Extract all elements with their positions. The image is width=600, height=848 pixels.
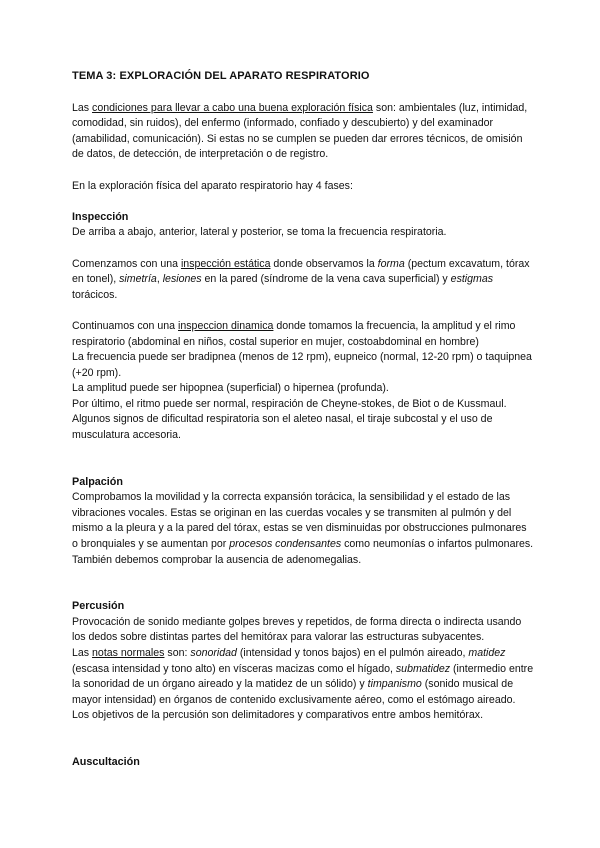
text-span: (escasa intensidad y tono alto) en vísceras macizas como el hígado, — [72, 662, 396, 675]
objetivos-paragraph: Los objetivos de la percusión son delimitadores y comparativos entre ambos hemitórax. — [72, 709, 484, 722]
text-span: , — [156, 273, 163, 286]
italic-term: submatidez — [395, 662, 451, 675]
italic-term: simetría — [119, 273, 157, 286]
text-span: como neumonías o infartos pulmonares. — [341, 538, 534, 551]
text-span: son: — [164, 647, 191, 659]
italic-term: procesos condensantes — [229, 538, 342, 551]
text-span: Las — [72, 647, 93, 659]
text-span: torácicos. — [72, 288, 118, 301]
intro-text-1: Las — [72, 101, 93, 114]
italic-term: matidez — [468, 647, 506, 659]
adenomegalias-paragraph: También debemos comprobar la ausencia de adenomegalias. — [72, 553, 362, 566]
text-span: Comenzamos con una — [72, 257, 181, 270]
inspeccion-dinamica-paragraph — [72, 319, 534, 350]
page-title: TEMA 3: EXPLORACIÓN DEL APARATO RESPIRATORIO — [72, 70, 370, 82]
text-span: Continuamos con una — [72, 319, 179, 332]
document-content — [72, 69, 534, 771]
text-span: en la pared (síndrome de la vena cava superficial) y — [201, 273, 451, 286]
intro-underlined-text: condiciones para llevar a cabo una buena exploración física — [92, 101, 373, 114]
amplitud-paragraph: La amplitud puede ser hipopnea (superficial) o hipernea (profunda). — [72, 382, 389, 395]
notas-paragraph — [72, 646, 534, 708]
percusion-intro: Provocación de sonido mediante golpes breves y repetidos, de forma directa o indirecta usando los dedos sobre distintas partes del hemitórax para valorar las estructuras subyacentes. — [72, 615, 522, 644]
text-span: donde tomamos la frecuencia, la amplitud y el rimo respiratorio (abdominal en niños, costal superior en mujer, costoabdominal en hombre) — [72, 319, 516, 348]
text-span: (intermedio entre la sonoridad de un órgano aireado y la matidez de un sólido) y — [72, 662, 534, 691]
italic-term: timpanismo — [367, 678, 422, 691]
italic-term: lesiones — [162, 273, 202, 286]
text-span: donde observamos la — [270, 257, 378, 270]
text-span: (pectum excavatum, tórax en tonel), — [72, 257, 530, 286]
inspeccion-estatica-paragraph — [72, 257, 534, 304]
underlined-term: inspeccion dinamica — [178, 319, 274, 332]
heading-auscultacion: Auscultación — [72, 755, 140, 768]
italic-term: sonoridad — [190, 647, 237, 659]
text-span: Comprobamos la movilidad y la correcta expansión torácica, la sensibilidad y el estado de las vibraciones vocales. Estas se originan en las cuerdas vocales y se transmiten al pulmón y del mismo a la pleura y a la pared del tórax, estas se ven disminuidas por obstrucciones pulmonares o bronquiales y se aumentan por — [72, 491, 527, 551]
italic-term: estigmas — [450, 273, 494, 286]
palpacion-paragraph — [72, 490, 534, 552]
heading-inspeccion: Inspección — [72, 210, 129, 223]
signos-paragraph: Algunos signos de dificultad respiratoria son el aleteo nasal, el tiraje subcostal y el uso de musculatura accesoria. — [72, 413, 493, 442]
phases-paragraph: En la exploración física del aparato respiratorio hay 4 fases: — [72, 179, 353, 192]
underlined-term: notas normales — [92, 647, 165, 659]
frecuencia-paragraph: La frecuencia puede ser bradipnea (menos de 12 rpm), eupneico (normal, 12-20 rpm) o taquipnea (+20 rpm). — [72, 351, 532, 379]
intro-paragraph — [72, 101, 534, 163]
inspeccion-intro: De arriba a abajo, anterior, lateral y posterior, se toma la frecuencia respiratoria. — [72, 226, 447, 239]
text-span: (intensidad y tonos bajos) en el pulmón aireado, — [236, 647, 469, 659]
ritmo-paragraph: Por último, el ritmo puede ser normal, respiración de Cheyne-stokes, de Biot o de Kussmaul. — [72, 397, 507, 410]
text-span: (sonido musical de mayor intensidad) en órganos de contenido exclusivamente aéreo, como el estómago aireado. — [72, 678, 516, 706]
heading-percusion: Percusión — [72, 600, 125, 613]
heading-palpacion: Palpación — [72, 475, 124, 488]
italic-term: forma — [377, 257, 405, 270]
intro-text-2: son: ambientales (luz, intimidad, comodidad, sin ruidos), del enfermo (informado, confiado y descubierto) y del examinador (amabilidad, comunicación). Si estas no se cumplen se pueden dar errores técnicos, de omisión de datos, de detección, de interpretación o de registro. — [72, 101, 528, 161]
underlined-term: inspección estática — [180, 257, 271, 270]
